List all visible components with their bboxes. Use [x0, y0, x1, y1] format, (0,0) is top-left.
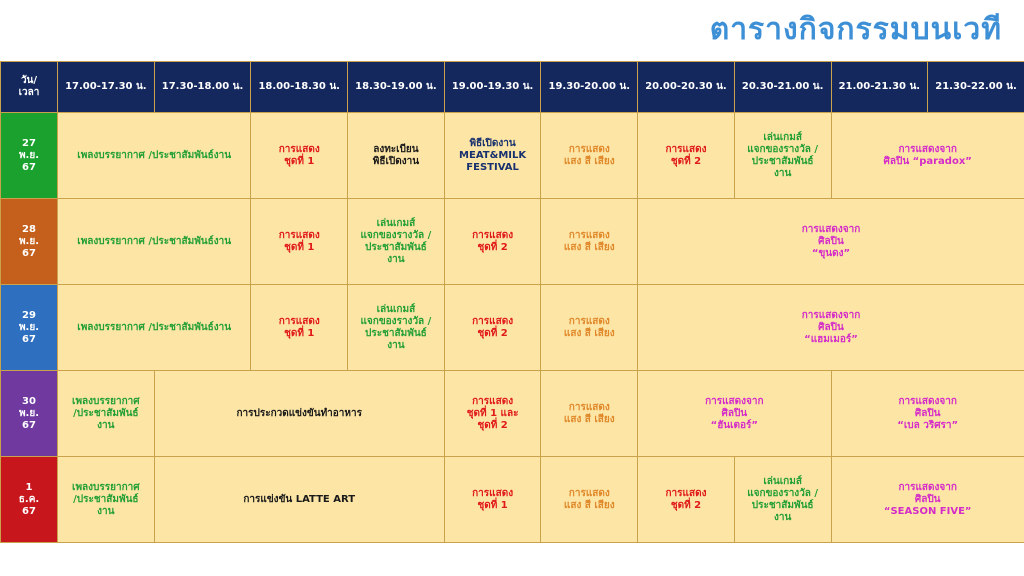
activity-cell [541, 457, 638, 543]
schedule-table [0, 61, 1024, 543]
day-cell [1, 457, 58, 543]
activity-label: เพลงบรรยากาศ /ประชาสัมพันธ์ งาน [72, 395, 140, 431]
activity-cell [58, 457, 155, 543]
activity-label: การแสดง แสง สี เสียง [563, 229, 615, 253]
activity-cell [348, 113, 445, 199]
activity-cell [444, 457, 541, 543]
activity-label: การแสดง ชุดที่ 1 [278, 315, 320, 339]
activity-label: การแสดง แสง สี เสียง [563, 487, 615, 511]
activity-label: การแสดง แสง สี เสียง [563, 143, 615, 167]
activity-label: การประกวดแข่งขันทำอาหาร [236, 407, 362, 419]
header-row [1, 62, 1024, 113]
activity-cell [638, 285, 1024, 371]
activity-label: การแสดง ชุดที่ 1 [278, 229, 320, 253]
activity-cell [638, 113, 735, 199]
activity-label: การแสดง ชุดที่ 1 [278, 143, 320, 167]
activity-cell [541, 199, 638, 285]
time-header: 18.00-18.30 น. [251, 62, 348, 113]
activity-cell [831, 371, 1024, 457]
activity-label: การแสดง แสง สี เสียง [563, 401, 615, 425]
activity-label: เล่นเกมส์ แจกของรางวัล / ประชาสัมพันธ์ งาน [360, 303, 432, 351]
time-header: 19.00-19.30 น. [444, 62, 541, 113]
day-label: 29 พ.ย. 67 [18, 309, 40, 345]
table-row [1, 457, 1024, 543]
activity-label: ลงทะเบียน พิธีเปิดงาน [372, 143, 420, 167]
activity-cell [444, 199, 541, 285]
activity-cell [734, 457, 831, 543]
activity-cell [541, 113, 638, 199]
activity-label: การแสดงจาก ศิลปิน “เบล วริศรา” [897, 395, 959, 431]
activity-cell [348, 285, 445, 371]
activity-cell [58, 285, 251, 371]
activity-cell [638, 199, 1024, 285]
activity-cell [541, 371, 638, 457]
activity-cell [638, 457, 735, 543]
activity-label: พิธีเปิดงาน MEAT&MILK FESTIVAL [459, 137, 527, 173]
activity-label: การแสดง แสง สี เสียง [563, 315, 615, 339]
activity-label: การแสดงจาก ศิลปิน “ขุนดง” [801, 223, 861, 259]
time-header: 21.30-22.00 น. [928, 62, 1024, 113]
activity-cell [154, 371, 444, 457]
activity-label: เล่นเกมส์ แจกของรางวัล / ประชาสัมพันธ์ งาน [360, 217, 432, 265]
activity-cell [251, 285, 348, 371]
time-header: 20.30-21.00 น. [734, 62, 831, 113]
activity-label: การแสดง ชุดที่ 2 [472, 229, 514, 253]
activity-cell [58, 371, 155, 457]
day-label: 28 พ.ย. 67 [18, 223, 40, 259]
activity-cell [638, 371, 831, 457]
activity-cell [541, 285, 638, 371]
activity-cell [58, 113, 251, 199]
activity-cell [154, 457, 444, 543]
activity-cell [444, 371, 541, 457]
day-cell [1, 285, 58, 371]
time-header: 17.00-17.30 น. [58, 62, 155, 113]
activity-label: การแสดงจาก ศิลปิน “ฮันเตอร์” [705, 395, 764, 431]
time-header: 19.30-20.00 น. [541, 62, 638, 113]
time-header: 17.30-18.00 น. [154, 62, 251, 113]
day-label: 1 ธ.ค. 67 [18, 481, 40, 517]
table-row [1, 199, 1024, 285]
page-title: ตารางกิจกรรมบนเวที [709, 12, 1002, 47]
activity-label: การแสดง ชุดที่ 2 [665, 143, 707, 167]
activity-label: การแสดง ชุดที่ 1 และ ชุดที่ 2 [466, 395, 519, 431]
day-cell [1, 371, 58, 457]
activity-label: เพลงบรรยากาศ /ประชาสัมพันธ์งาน [77, 321, 232, 333]
activity-label: การแสดง ชุดที่ 1 [472, 487, 514, 511]
activity-label: เพลงบรรยากาศ /ประชาสัมพันธ์ งาน [72, 481, 140, 517]
activity-label: เพลงบรรยากาศ /ประชาสัมพันธ์งาน [77, 149, 232, 161]
activity-cell [734, 113, 831, 199]
table-row [1, 285, 1024, 371]
activity-cell [251, 113, 348, 199]
activity-label: เพลงบรรยากาศ /ประชาสัมพันธ์งาน [77, 235, 232, 247]
time-header: 20.00-20.30 น. [638, 62, 735, 113]
table-row [1, 113, 1024, 199]
activity-cell [444, 285, 541, 371]
day-cell [1, 113, 58, 199]
activity-cell [251, 199, 348, 285]
activity-label: การแสดงจาก ศิลปิน “paradox” [883, 143, 972, 167]
corner-header: วัน/ เวลา [1, 62, 58, 113]
activity-cell [348, 199, 445, 285]
activity-label: การแสดงจาก ศิลปิน “SEASON FIVE” [883, 481, 972, 517]
activity-label: การแสดงจาก ศิลปิน “แฮมเมอร์” [801, 309, 861, 345]
activity-label: การแข่งขัน LATTE ART [243, 493, 356, 505]
day-label: 27 พ.ย. 67 [18, 137, 40, 173]
day-label: 30 พ.ย. 67 [18, 395, 40, 431]
activity-label: การแสดง ชุดที่ 2 [472, 315, 514, 339]
activity-label: เล่นเกมส์ แจกของรางวัล / ประชาสัมพันธ์ งาน [747, 131, 819, 179]
day-cell [1, 199, 58, 285]
activity-cell [444, 113, 541, 199]
table-row [1, 371, 1024, 457]
time-header: 18.30-19.00 น. [348, 62, 445, 113]
time-header: 21.00-21.30 น. [831, 62, 928, 113]
activity-cell [831, 113, 1024, 199]
activity-cell [58, 199, 251, 285]
activity-label: เล่นเกมส์ แจกของรางวัล / ประชาสัมพันธ์ งาน [747, 475, 819, 523]
activity-cell [831, 457, 1024, 543]
activity-label: การแสดง ชุดที่ 2 [665, 487, 707, 511]
